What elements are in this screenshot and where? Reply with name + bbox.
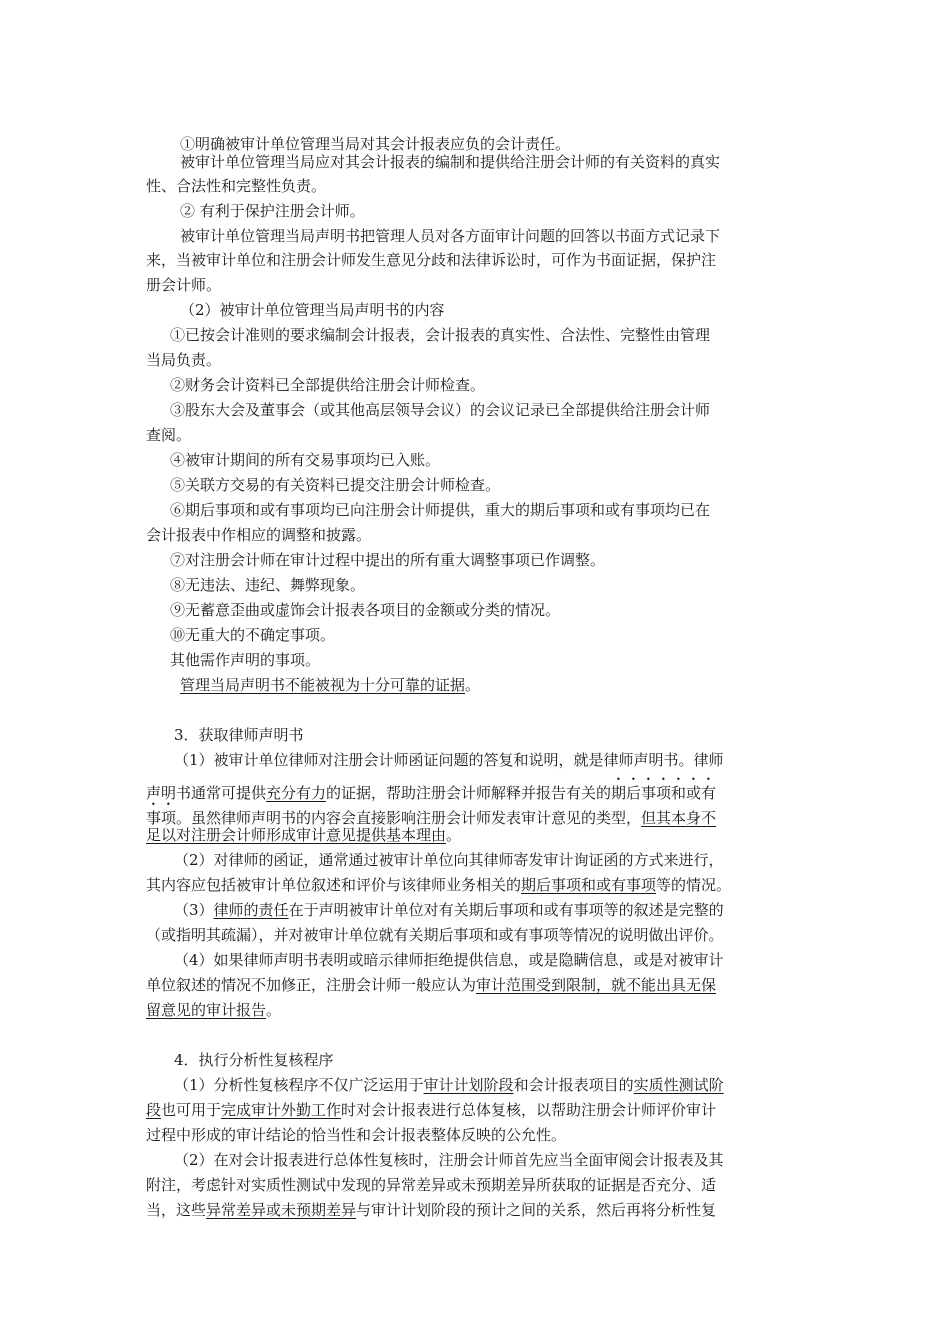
text-line: ⑥期后事项和或有事项均已向注册会计师提供，重大的期后事项和或有事项均已在 [170,501,711,519]
underlined-phrase: 足以对注册会计师形成审计意见提供基本理由 [146,826,447,844]
section-heading: 3．获取律师声明书 [174,726,304,744]
section-heading: 4．执行分析性复核程序 [174,1051,334,1069]
underlined-phrase: 审计范围受到限制，就不能出具无保 [476,976,717,994]
text-line: ⑩无重大的不确定事项。 [170,626,336,644]
text-line: 被审计单位管理当局声明书把管理人员对各方面审计问题的回答以书面方式记录下 [180,227,721,245]
text-line: 被审计单位管理当局应对其会计报表的编制和提供给注册会计师的有关资料的真实 [180,153,721,171]
text-fragment: 等的情况。 [656,876,732,894]
text-line: ②财务会计资料已全部提供给注册会计师检查。 [170,376,486,394]
text-fragment: 。虽然律师声明书的内容会直接影响注册会计师发表审计意见的类型， [176,809,642,827]
underlined-phrase: 实质性测试阶 [633,1076,724,1094]
underlined-phrase: 管理当局声明书不能被视为十分可靠的证据 [180,676,466,694]
underlined-phrase: 段 [146,1101,162,1119]
text-line [146,1000,281,1020]
text-fragment: （3） [174,901,214,919]
text-line [180,675,480,695]
underlined-phrase: 充分有力 [266,784,327,802]
text-line: 其他需作声明的事项。 [170,651,321,669]
text-line: 来，当被审计单位和注册会计师发生意见分歧和法律诉讼时，可作为书面证据，保护注 [146,251,717,269]
text-line [146,875,731,895]
text-line [146,775,717,802]
text-fragment: 。 [465,676,481,694]
text-fragment: 的证据，帮助注册会计师解释并报告有关的 [326,784,612,802]
text-fragment: 和会计报表项目的 [513,1076,634,1094]
text-line: 册会计师。 [146,276,222,294]
text-line: 查阅。 [146,426,192,444]
underlined-phrase: 审计计划阶段 [423,1076,514,1094]
subheading: （2）被审计单位管理当局声明书的内容 [180,301,445,319]
text-line: 过程中形成的审计结论的恰当性和会计报表整体反映的公允性。 [146,1126,567,1144]
text-line: ①明确被审计单位管理当局对其会计报表应负的会计责任。 [180,135,571,153]
text-fragment: 当，这些 [146,1201,207,1219]
text-fragment: 。 [446,826,462,844]
text-line: （2）在对会计报表进行总体性复核时，注册会计师首先应当全面审阅会计报表及其 [174,1151,724,1169]
underlined-phrase: 异常差异或未预期差异 [206,1201,357,1219]
text-line: ② 有利于保护注册会计师。 [180,202,365,220]
underlined-phrase: 律师的责任 [213,901,289,919]
text-fragment: 其内容应包括被审计单位叙述和评价与该律师业务相关的 [146,876,522,894]
text-line: ⑦对注册会计师在审计过程中提出的所有重大调整事项已作调整。 [170,551,606,569]
text-fragment: 单位叙述的情况不加修正，注册会计师一般应认为 [146,976,477,994]
text-line [146,825,461,845]
text-line: 当局负责。 [146,351,222,369]
text-line [146,1200,716,1220]
text-line [174,900,724,920]
emphasized-phrase: 期后事项和或有 [611,784,717,802]
underlined-phrase: 留意见的审计报告 [146,1001,267,1019]
underlined-phrase: 完成审计外勤工作 [221,1101,342,1119]
text-fragment: 也可用于 [161,1101,222,1119]
text-line: ⑧无违法、违纪、舞弊现象。 [170,576,366,594]
text-line: ⑤关联方交易的有关资料已提交注册会计师检查。 [170,476,501,494]
text-line: （1）被审计单位律师对注册会计师函证问题的答复和说明，就是律师声明书。律师 [174,751,724,769]
text-line: ③股东大会及董事会（或其他高层领导会议）的会议记录已全部提供给注册会计师 [170,401,711,419]
text-line: ①已按会计准则的要求编制会计报表，会计报表的真实性、合法性、完整性由管理 [170,326,711,344]
text-line: （2）对律师的函证，通常通过被审计单位向其律师寄发审计询证函的方式来进行， [174,851,724,869]
text-fragment: 声明书通常可提供 [146,784,267,802]
underlined-phrase: 但其本身不 [641,809,717,827]
text-fragment: （1）分析性复核程序不仅广泛运用于 [174,1076,424,1094]
text-fragment: 在于声明被审计单位对有关期后事项和或有事项等的叙述是完整的 [288,901,724,919]
text-line: 会计报表中作相应的调整和披露。 [146,526,372,544]
text-line: 性、合法性和完整性负责。 [146,177,327,195]
text-fragment: 时对会计报表进行总体复核，以帮助注册会计师评价审计 [341,1101,717,1119]
text-line [174,1075,724,1095]
text-line [146,800,717,827]
text-line: ⑨无蓄意歪曲或虚饰会计报表各项目的金额或分类的情况。 [170,601,561,619]
emphasized-phrase: 事项 [146,809,177,827]
underlined-phrase: 期后事项和或有事项 [521,876,657,894]
text-line [146,1100,716,1120]
text-fragment: 与审计计划阶段的预计之间的关系，然后再将分析性复 [356,1201,717,1219]
text-line: 附注，考虑针对实质性测试中发现的异常差异或未预期差异所获取的证据是否充分、适 [146,1176,717,1194]
text-fragment: 。 [266,1001,282,1019]
text-line [146,975,716,995]
text-line: ④被审计期间的所有交易事项均已入账。 [170,451,441,469]
text-line: （或指明其疏漏），并对被审计单位就有关期后事项和或有事项等情况的说明做出评价。 [146,926,724,944]
text-line: （4）如果律师声明书表明或暗示律师拒绝提供信息，或是隐瞒信息，或是对被审计 [174,951,724,969]
